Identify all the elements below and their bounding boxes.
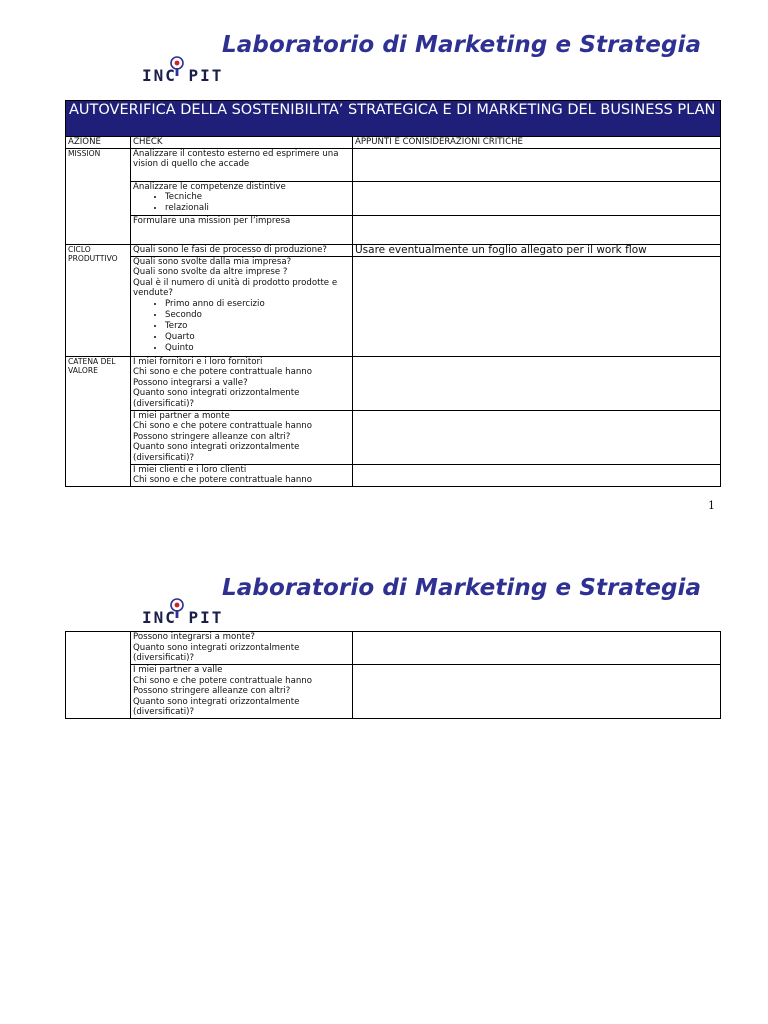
check-text: Chi sono e che potere contrattuale hanno <box>133 475 312 486</box>
notes-cell[interactable] <box>353 148 721 181</box>
notes-cell[interactable] <box>353 181 721 215</box>
check-cell <box>131 410 353 464</box>
check-text: I miei fornitori e i loro fornitori <box>133 356 263 367</box>
logo-text: INC PIT <box>142 66 224 85</box>
list-item: • Primo anno di esercizio <box>165 299 352 310</box>
azione-ciclo-produttivo: CICLO PRODUTTIVO <box>66 244 131 356</box>
column-header-check: CHECK <box>131 137 353 149</box>
check-text: Quanto sono integrati orizzontalmente (diversificati)? <box>133 388 300 409</box>
check-text: Quanto sono integrati orizzontalmente (diversificati)? <box>133 642 300 664</box>
notes-cell[interactable] <box>353 464 721 486</box>
table-title: AUTOVERIFICA DELLA SOSTENIBILITA’ STRATEGICA E DI MARKETING DEL BUSINESS PLAN <box>66 101 721 137</box>
list-item: • Terzo <box>165 321 352 332</box>
check-text: Possono stringere alleanze con altri? <box>133 686 291 697</box>
check-text: Possono stringere alleanze con altri? <box>133 431 291 442</box>
check-text: Chi sono e che potere contrattuale hanno <box>133 421 312 432</box>
check-table-continued <box>65 631 721 719</box>
page-number: 1 <box>708 499 715 512</box>
bullet-list <box>133 192 352 214</box>
check-text: Chi sono e che potere contrattuale hanno <box>133 367 312 378</box>
check-cell <box>131 632 353 665</box>
list-item: • relazionali <box>165 203 352 214</box>
azione-mission: MISSION <box>66 148 131 244</box>
check-text: Quanto sono integrati orizzontalmente (diversificati)? <box>133 696 300 718</box>
logo-text: INC PIT <box>142 608 224 627</box>
check-text: Possono integrarsi a monte? <box>133 632 255 642</box>
page-title: Laboratorio di Marketing e Strategia <box>222 32 702 58</box>
check-table <box>65 100 721 487</box>
check-cell: Quali sono le fasi de processo di produzione? <box>131 244 353 256</box>
check-text: Analizzare le competenze distintive <box>133 181 286 192</box>
column-header-appunti: APPUNTI E CONISIDERAZIONI CRITICHE <box>353 137 721 149</box>
notes-cell[interactable] <box>353 256 721 356</box>
check-text: I miei clienti e i loro clienti <box>133 464 247 475</box>
check-cell <box>131 464 353 486</box>
notes-cell[interactable] <box>353 356 721 410</box>
check-cell: Analizzare il contesto esterno ed esprimere una vision di quello che accade <box>131 148 353 181</box>
list-item: • Quarto <box>165 332 352 343</box>
check-text: Quali sono svolte dalla mia impresa? <box>133 256 292 267</box>
check-text: Quali sono svolte da altre imprese ? <box>133 267 288 278</box>
notes-cell[interactable] <box>353 215 721 244</box>
check-text: Possono integrarsi a valle? <box>133 377 248 388</box>
notes-cell[interactable] <box>353 410 721 464</box>
check-cell: Formulare una mission per l’impresa <box>131 215 353 244</box>
check-text: Quanto sono integrati orizzontalmente (diversificati)? <box>133 442 300 463</box>
list-item: • Quinto <box>165 343 352 354</box>
check-text: Chi sono e che potere contrattuale hanno <box>133 675 312 686</box>
list-item: • Tecniche <box>165 192 352 203</box>
list-item: • Secondo <box>165 310 352 321</box>
azione-catena-del-valore: CATENA DEL VALORE <box>66 356 131 486</box>
notes-cell[interactable] <box>353 665 721 719</box>
check-text: I miei partner a valle <box>133 665 223 675</box>
check-cell <box>131 256 353 356</box>
check-cell <box>131 356 353 410</box>
notes-cell[interactable] <box>353 632 721 665</box>
azione-cell <box>66 632 131 719</box>
check-cell <box>131 665 353 719</box>
bullet-list <box>133 299 352 354</box>
column-header-azione: AZIONE <box>66 137 131 149</box>
incipit-logo <box>142 600 222 630</box>
notes-cell[interactable]: Usare eventualmente un foglio allegato per il work flow <box>353 244 721 256</box>
check-text: Qual è il numero di unità di prodotto prodotte e vendute? <box>133 277 338 299</box>
page-title: Laboratorio di Marketing e Strategia <box>222 575 702 601</box>
check-text: I miei partner a monte <box>133 410 230 421</box>
check-cell <box>131 181 353 215</box>
incipit-logo <box>142 58 222 88</box>
